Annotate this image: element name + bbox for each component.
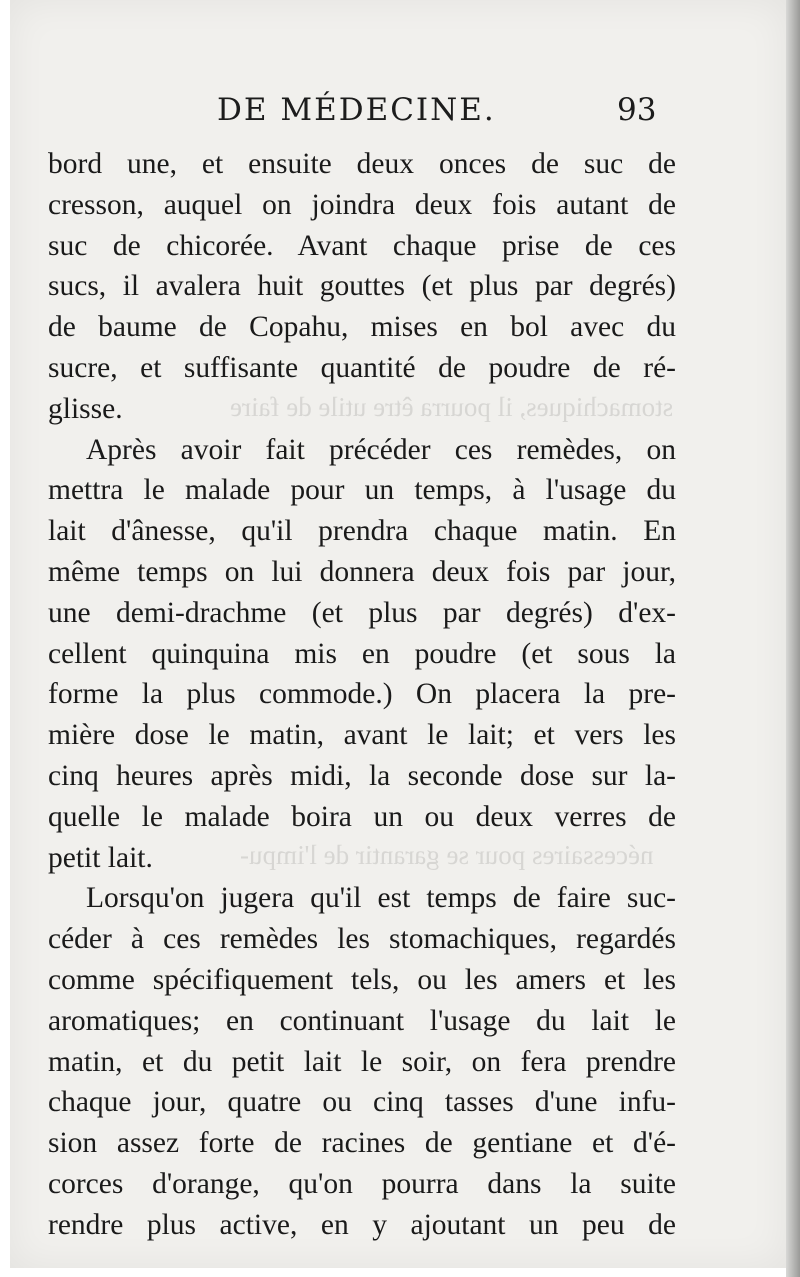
text-line: mettra le malade pour un temps, à l'usage du xyxy=(48,474,676,507)
text-line: comme spécifiquement tels, ou les amers et les xyxy=(48,963,676,996)
page-number: 93 xyxy=(617,92,657,128)
text-line: même temps on lui donnera deux fois par jour, xyxy=(48,555,676,588)
text-line: aromatiques; en continuant l'usage du lait le xyxy=(48,1004,676,1037)
text-line: suc de chicorée. Avant chaque prise de ces xyxy=(48,229,676,262)
text-line: rendre plus active, en y ajoutant un peu de xyxy=(48,1208,676,1241)
text-line: cresson, auquel on joindra deux fois autant de xyxy=(48,188,676,221)
paragraph-first-line: Lorsqu'on jugera qu'il est temps de faire suc- xyxy=(86,882,676,915)
text-line: glisse. xyxy=(48,392,123,425)
text-line: bord une, et ensuite deux onces de suc de xyxy=(48,148,676,180)
paragraph-first-line: Après avoir fait précéder ces remèdes, on xyxy=(86,433,676,466)
text-line: cellent quinquina mis en poudre (et sous la xyxy=(48,637,676,670)
text-line: chaque jour, quatre ou cinq tasses d'une infu- xyxy=(48,1086,676,1119)
text-line: petit lait. xyxy=(48,841,153,874)
text-line: forme la plus commode.) On placera la pre- xyxy=(48,678,676,711)
text-line: sucs, il avalera huit gouttes (et plus par degrés) xyxy=(48,270,676,303)
body-text xyxy=(48,144,676,1246)
text-line: une demi-drachme (et plus par degrés) d'ex- xyxy=(48,596,676,629)
text-line: de baume de Copahu, mises en bol avec du xyxy=(48,311,676,344)
show-through-text: nécessaires pour se garantir de l'impu- xyxy=(240,840,654,870)
text-line: matin, et du petit lait le soir, on fera prendre xyxy=(48,1045,676,1078)
text-line: céder à ces remèdes les stomachiques, regardés xyxy=(48,923,676,956)
text-line: quelle le malade boira un ou deux verres de xyxy=(48,800,676,833)
text-line: sucre, et suffisante quantité de poudre de ré- xyxy=(48,351,676,384)
page-header xyxy=(0,92,800,142)
text-line: corces d'orange, qu'on pourra dans la suite xyxy=(48,1167,676,1200)
text-line: lait d'ânesse, qu'il prendra chaque matin. En xyxy=(48,515,676,548)
show-through-text: stomachiques, il pourra être utile de faire xyxy=(230,392,674,422)
running-title: DE MÉDECINE. xyxy=(217,92,496,128)
page-edge-shadow xyxy=(786,0,800,1277)
text-line: sion assez forte de racines de gentiane et d'é- xyxy=(48,1127,676,1160)
text-line: cinq heures après midi, la seconde dose sur la- xyxy=(48,759,676,792)
text-line: mière dose le matin, avant le lait; et vers les xyxy=(48,719,676,752)
